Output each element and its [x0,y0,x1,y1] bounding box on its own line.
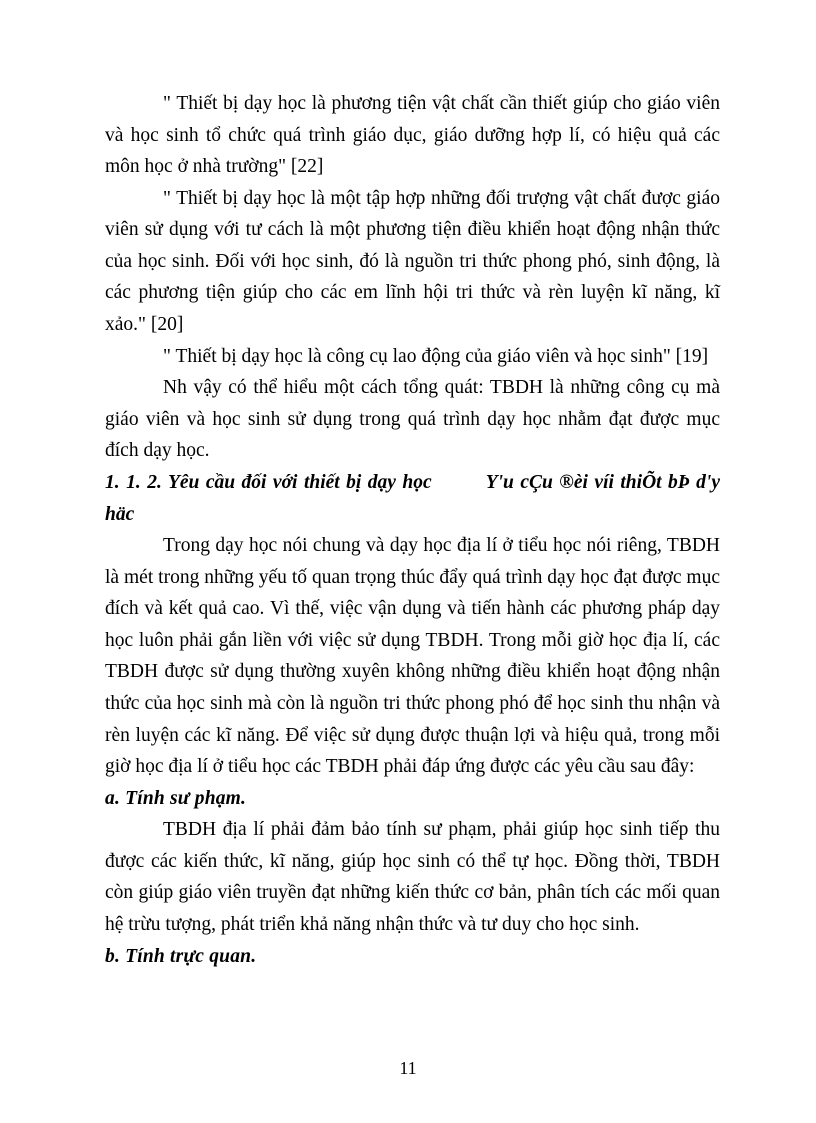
paragraph-summary: Nh vậy có thể hiểu một cách tổng quát: TBDH là những công cụ mà giáo viên và học sinh sử dụng trong quá trình dạy học nhằm đạt được mục đích dạy học. [105,377,720,462]
paragraph-quote-22: " Thiết bị dạy học là phương tiện vật chất cần thiết giúp cho giáo viên và học sinh tổ chức quá trình giáo dục, giáo dưỡng hợp lí, có hiệu quả các môn học ở nhà trường" [22] [105,93,720,178]
section-heading-garbled-text: Y'u cÇu ®èi víi thiÕt bÞ d'y häc [105,471,720,525]
paragraph-tinh-su-pham-body: TBDH địa lí phải đảm bảo tính sư phạm, phải giúp học sinh tiếp thu được các kiến thức, kĩ năng, giúp học sinh có thể tự học. Đồng thời, TBDH còn giúp giáo viên truyền đạt những kiến thức cơ bản, phân tích các mối quan hệ trừu tượng, phát triển khả năng nhận thức và tư duy cho học sinh. [105,819,720,936]
section-heading-1-1-2 [105,467,720,530]
section-heading-text: 1. 1. 2. Yêu cầu đối với thiết bị dạy học [105,471,432,493]
paragraph-quote-20: " Thiết bị dạy học là một tập hợp những đối trượng vật chất được giáo viên sử dụng với tư cách là một phương tiện điều khiển hoạt động nhận thức của học sinh. Đối với học sinh, đó là nguồn tri thức phong phó, sinh động, là các phương tiện giúp cho các em lĩnh hội tri thức và rèn luyện kĩ năng, kĩ xảo." [20] [105,187,720,336]
paragraph-requirements-intro: Trong dạy học nói chung và dạy học địa lí ở tiểu học nói riêng, TBDH là mét trong những yếu tố quan trọng thúc đẩy quá trình dạy học đạt được mục đích và kết quả cao. Vì thế, việc vận dụng và tiến hành các phương pháp dạy học luôn phải gắn liền với việc sử dụng TBDH. Trong mỗi giờ học địa lí, các TBDH được sử dụng thường xuyên không những điều khiển hoạt động nhận thức của học sinh mà còn là nguồn tri thức phong phó để học sinh thu nhận và rèn luyện các kĩ năng. Để việc sử dụng được thuận lợi và hiệu quả, trong mỗi giờ học địa lí ở tiểu học các TBDH phải đáp ứng được các yêu cầu sau đây: [105,535,720,778]
document-body [105,88,720,972]
subheading-b-tinh-truc-quan: b. Tính trực quan. [105,945,257,967]
page-number: 11 [399,1058,417,1078]
subheading-a-tinh-su-pham: a. Tính sư phạm. [105,787,247,809]
paragraph-quote-19: " Thiết bị dạy học là công cụ lao động của giáo viên và học sinh" [19] [163,345,709,367]
